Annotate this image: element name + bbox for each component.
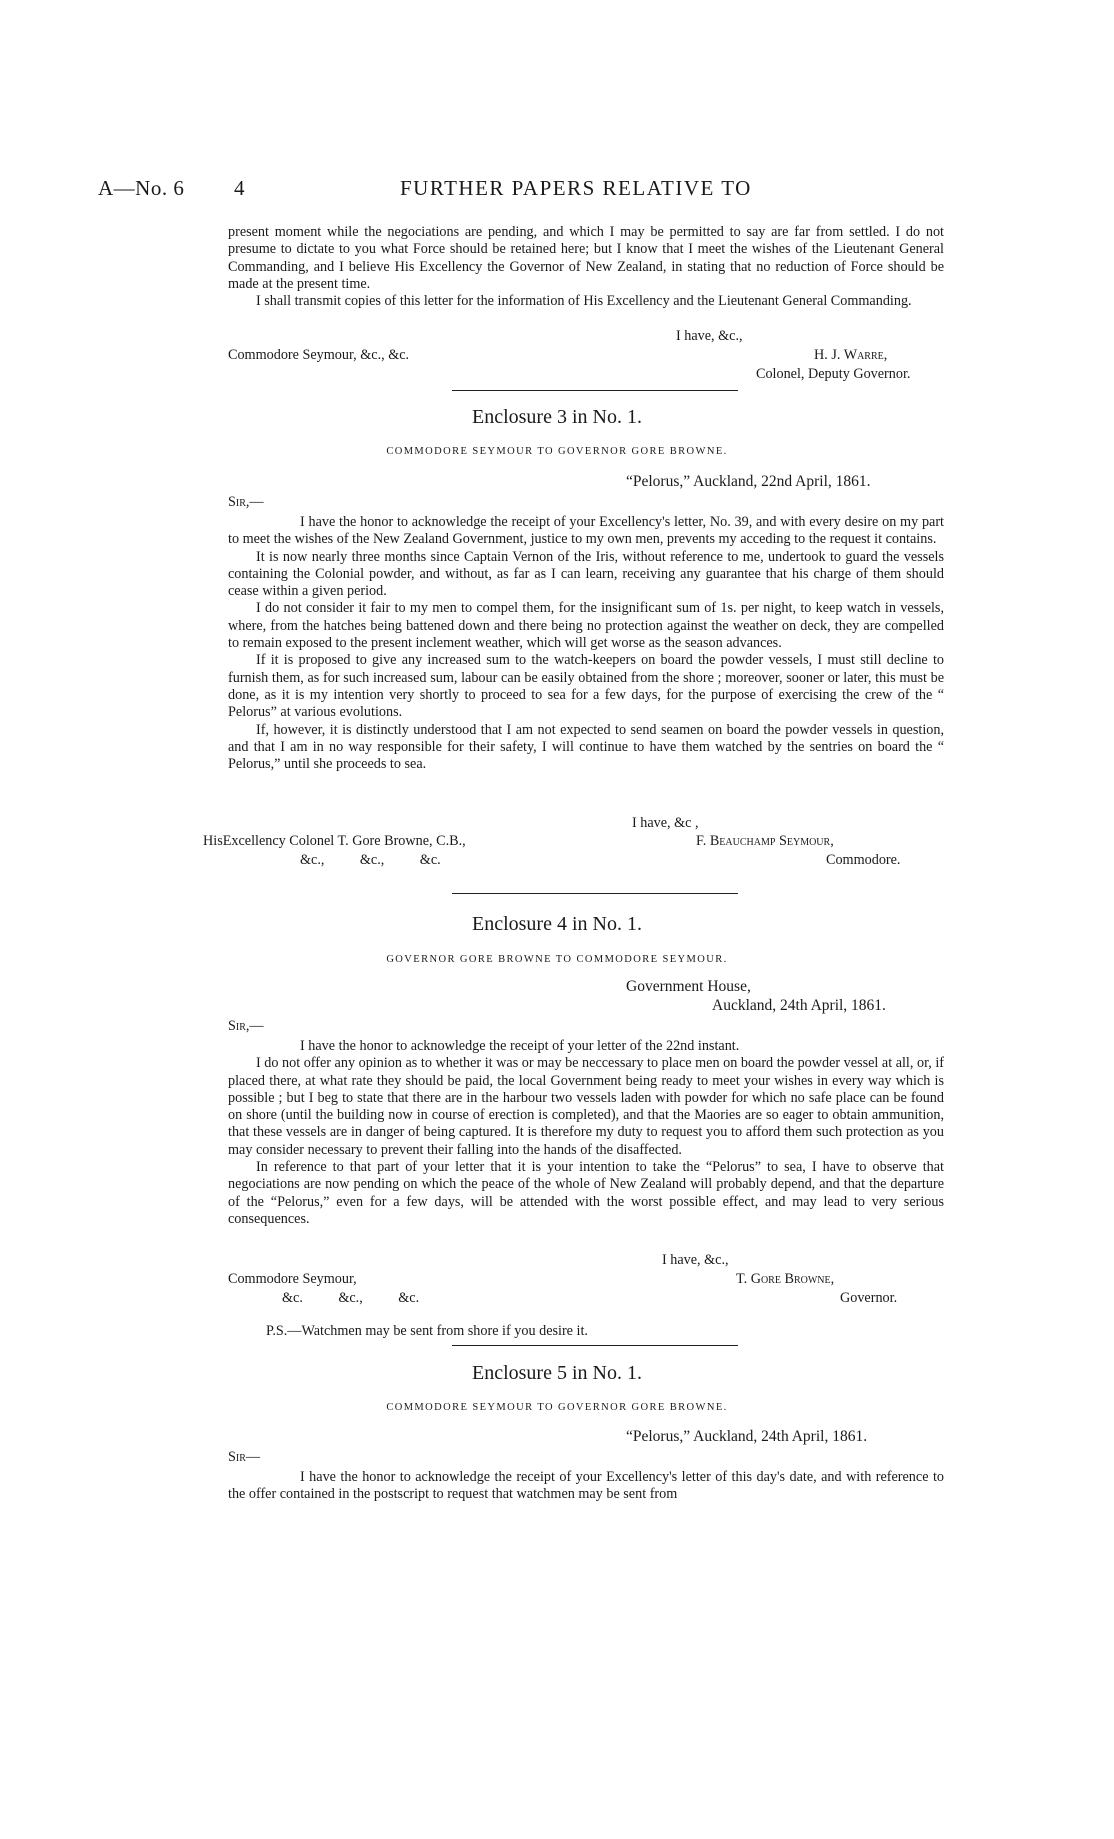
paragraph: I have the honor to acknowledge the receipt of your Excellency's letter, No. 39, and with every desire on my part to meet the wishes of the New Zealand Government, justice to my own men, prevents my acceding to the request it contains. bbox=[228, 514, 944, 548]
enclosure-5-place-date: “Pelorus,” Auckland, 24th April, 1861. bbox=[626, 1428, 868, 1445]
paragraph: I shall transmit copies of this letter for the information of His Excellency and the Lieutenant General Commanding. bbox=[256, 293, 912, 310]
enclosure-3-addressee-etc: &c., &c., &c. bbox=[300, 852, 441, 868]
paragraph: I do not offer any opinion as to whether it was or may be neccessary to place men on board the powder vessel at all, or, if placed there, at what rate they should be paid, the local Government being ready to meet your wishes in every way which is possible ; but I beg to state that there are in the harbour two vessels laden with powder for which no safe place can be found on shore (until the building now in course of erection is completed), and that the Maories are so eager to obtain ammunition, that these vessels are in danger of being captured. It is therefore my duty to request you to afford them such protection as you may consider necessary to prevent their falling into the hands of the disaffected. bbox=[228, 1055, 944, 1158]
page-title: FURTHER PAPERS RELATIVE TO bbox=[400, 176, 752, 200]
enclosure-3-place-date: “Pelorus,” Auckland, 22nd April, 1861. bbox=[626, 473, 871, 490]
letter-end-addressee: Commodore Seymour, &c., &c. bbox=[228, 347, 410, 363]
paragraph: present moment while the negociations are pending, and which I may be permitted to say are far from settled. I do not presume to dictate to you what Force should be retained here; but I know that I meet the wishes of the Lieutenant General Commanding, and I believe His Excellency the Governor of New Zealand, in stating that no reduction of Force should be made at the present time. bbox=[228, 224, 944, 292]
enclosure-3-subtitle: COMMODORE SEYMOUR TO GOVERNOR GORE BROWNE. bbox=[386, 446, 728, 457]
enclosure-3-closing: I have, &c , bbox=[632, 815, 699, 831]
enclosure-4-addressee-etc: &c. &c., &c. bbox=[282, 1290, 420, 1306]
enclosure-4-postscript: P.S.—Watchmen may be sent from shore if you desire it. bbox=[266, 1323, 588, 1339]
enclosure-4-closing: I have, &c., bbox=[662, 1252, 729, 1268]
enclosure-4-signer: T. Gore Browne, bbox=[736, 1271, 835, 1287]
series-label: A—No. 6 bbox=[98, 176, 185, 200]
enclosure-4-subtitle: GOVERNOR GORE BROWNE TO COMMODORE SEYMOUR. bbox=[386, 954, 728, 965]
divider bbox=[452, 1345, 738, 1346]
divider bbox=[452, 390, 738, 391]
enclosure-4-salutation: Sir,— bbox=[228, 1018, 264, 1034]
enclosure-3-signer-title: Commodore. bbox=[826, 852, 901, 868]
paragraph: I do not consider it fair to my men to compel them, for the insignificant sum of 1s. per night, to keep watch in vessels, where, from the hatches being battened down and there being no protection against the weather on deck, they are compelled to remain exposed to the present inclement weather, which will get worse as the season advances. bbox=[228, 600, 944, 652]
paragraph: I have the honor to acknowledge the receipt of your Excellency's letter of this day's date, and with reference to the offer contained in the postscript to request that watchmen may be sent from bbox=[228, 1469, 944, 1503]
paragraph: In reference to that part of your letter that it is your intention to take the “Pelorus” to sea, I have to observe that negociations are now pending on which the peace of the whole of New Zealand will probably depend, and that the departure of the “Pelorus,” even for a few days, will be attended with the worst possible effect, and may lead to very serious consequences. bbox=[228, 1159, 944, 1227]
divider bbox=[452, 893, 738, 894]
page-number: 4 bbox=[234, 176, 245, 200]
enclosure-4-place: Government House, bbox=[626, 978, 751, 995]
enclosure-3-salutation: Sir,— bbox=[228, 494, 264, 510]
enclosure-5-salutation: Sir— bbox=[228, 1449, 261, 1465]
enclosure-3-body bbox=[228, 514, 944, 773]
enclosure-4-addressee: Commodore Seymour, bbox=[228, 1271, 357, 1287]
enclosure-4-date: Auckland, 24th April, 1861. bbox=[712, 997, 886, 1014]
paragraph: If, however, it is distinctly understood that I am not expected to send seamen on board the powder vessels in question, and that I am in no way responsible for their safety, I will continue to have them watched by the sentries on board the “ Pelorus,” until she proceeds to sea. bbox=[228, 721, 944, 773]
enclosure-3-title: Enclosure 3 in No. 1. bbox=[472, 406, 642, 428]
enclosure-4-body bbox=[228, 1038, 944, 1228]
enclosure-4-title: Enclosure 4 in No. 1. bbox=[472, 913, 642, 935]
letter-end-closing: I have, &c., bbox=[676, 328, 743, 344]
letter-end-body bbox=[228, 224, 944, 310]
paragraph: It is now nearly three months since Captain Vernon of the Iris, without reference to me, undertook to guard the vessels containing the Colonial powder, and without, as far as I can learn, receiving any guarantee that his charge of them should cease within a given period. bbox=[228, 548, 944, 600]
enclosure-5-body bbox=[228, 1469, 944, 1504]
enclosure-3-addressee: HisExcellency Colonel T. Gore Browne, C.B., bbox=[203, 833, 466, 849]
enclosure-5-subtitle: COMMODORE SEYMOUR TO GOVERNOR GORE BROWNE. bbox=[386, 1402, 728, 1413]
paragraph: If it is proposed to give any increased sum to the watch-keepers on board the powder vessels, I must still decline to furnish them, as for such increased sum, labour can be easily obtained from the shore ; moreover, sooner or later, this must be done, as it is my intention very shortly to proceed to sea for a few days, for the purpose of exercising the crew of the “ Pelorus” at various evolutions. bbox=[228, 652, 944, 721]
enclosure-5-title: Enclosure 5 in No. 1. bbox=[472, 1362, 642, 1384]
enclosure-3-signer: F. Beauchamp Seymour, bbox=[696, 833, 834, 849]
paragraph: I have the honor to acknowledge the receipt of your letter of the 22nd instant. bbox=[300, 1038, 740, 1054]
letter-end-signer: H. J. Warre, bbox=[814, 347, 888, 363]
letter-end-signer-title: Colonel, Deputy Governor. bbox=[756, 366, 911, 382]
enclosure-4-signer-title: Governor. bbox=[840, 1290, 898, 1306]
